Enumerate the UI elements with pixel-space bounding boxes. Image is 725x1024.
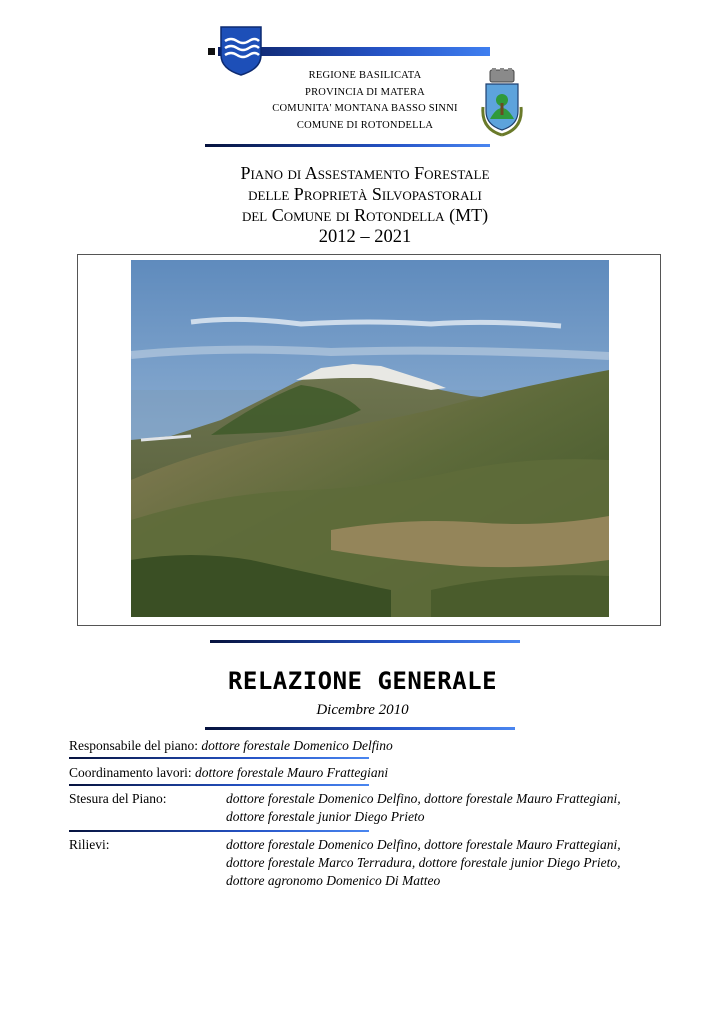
credit-value: dottore forestale Domenico Delfino, dottore forestale Mauro Frattegiani,	[226, 837, 621, 852]
coat-of-arms-icon	[477, 67, 527, 137]
credit-label: Coordinamento lavori:	[69, 765, 192, 780]
credit-value: dottore forestale Marco Terradura, dottore forestale junior Diego Prieto,	[226, 855, 621, 870]
credit-value: dottore forestale junior Diego Prieto	[226, 809, 425, 824]
landscape-photo	[131, 260, 609, 617]
credit-rilievi	[69, 836, 669, 894]
credit-value: dottore agronomo Domenico Di Matteo	[226, 873, 441, 888]
title-line-3: del Comune di Rotondella (MT)	[241, 205, 489, 225]
header-rule	[205, 144, 490, 147]
credit-responsabile	[69, 737, 393, 755]
credit-label: Stesura del Piano:	[69, 791, 167, 806]
credit-rule-1	[69, 757, 369, 759]
document-heading: RELAZIONE GENERALE	[227, 667, 498, 695]
credit-stesura	[69, 790, 669, 830]
credit-rule-3	[69, 830, 369, 832]
credit-coordinamento	[69, 764, 388, 782]
credit-value: dottore forestale Domenico Delfino	[201, 738, 393, 753]
document-date: Dicembre 2010	[316, 702, 409, 718]
heading-rule-bottom	[205, 727, 515, 730]
header-line-municipality: COMUNE DI ROTONDELLA	[296, 119, 434, 131]
title-line-1: Piano di Assestamento Forestale	[240, 163, 490, 183]
credit-value: dottore forestale Domenico Delfino, dottore forestale Mauro Frattegiani,	[226, 791, 621, 806]
credit-rule-2	[69, 784, 369, 786]
credit-label: Responsabile del piano:	[69, 738, 198, 753]
header-line-province: PROVINCIA DI MATERA	[305, 86, 425, 98]
title-years: 2012 – 2021	[318, 227, 412, 247]
header-band-square	[208, 48, 215, 55]
plan-title	[150, 163, 580, 248]
heading-rule-top	[210, 640, 520, 643]
title-line-2: delle Proprietà Silvopastorali	[248, 184, 482, 204]
header-line-region: REGIONE BASILICATA	[308, 70, 422, 81]
header-institutions	[250, 68, 480, 134]
credit-value: dottore forestale Mauro Frattegiani	[194, 765, 389, 780]
credit-label: Rilievi:	[69, 837, 110, 852]
header-line-community: COMUNITA' MONTANA BASSO SINNI	[272, 103, 458, 114]
